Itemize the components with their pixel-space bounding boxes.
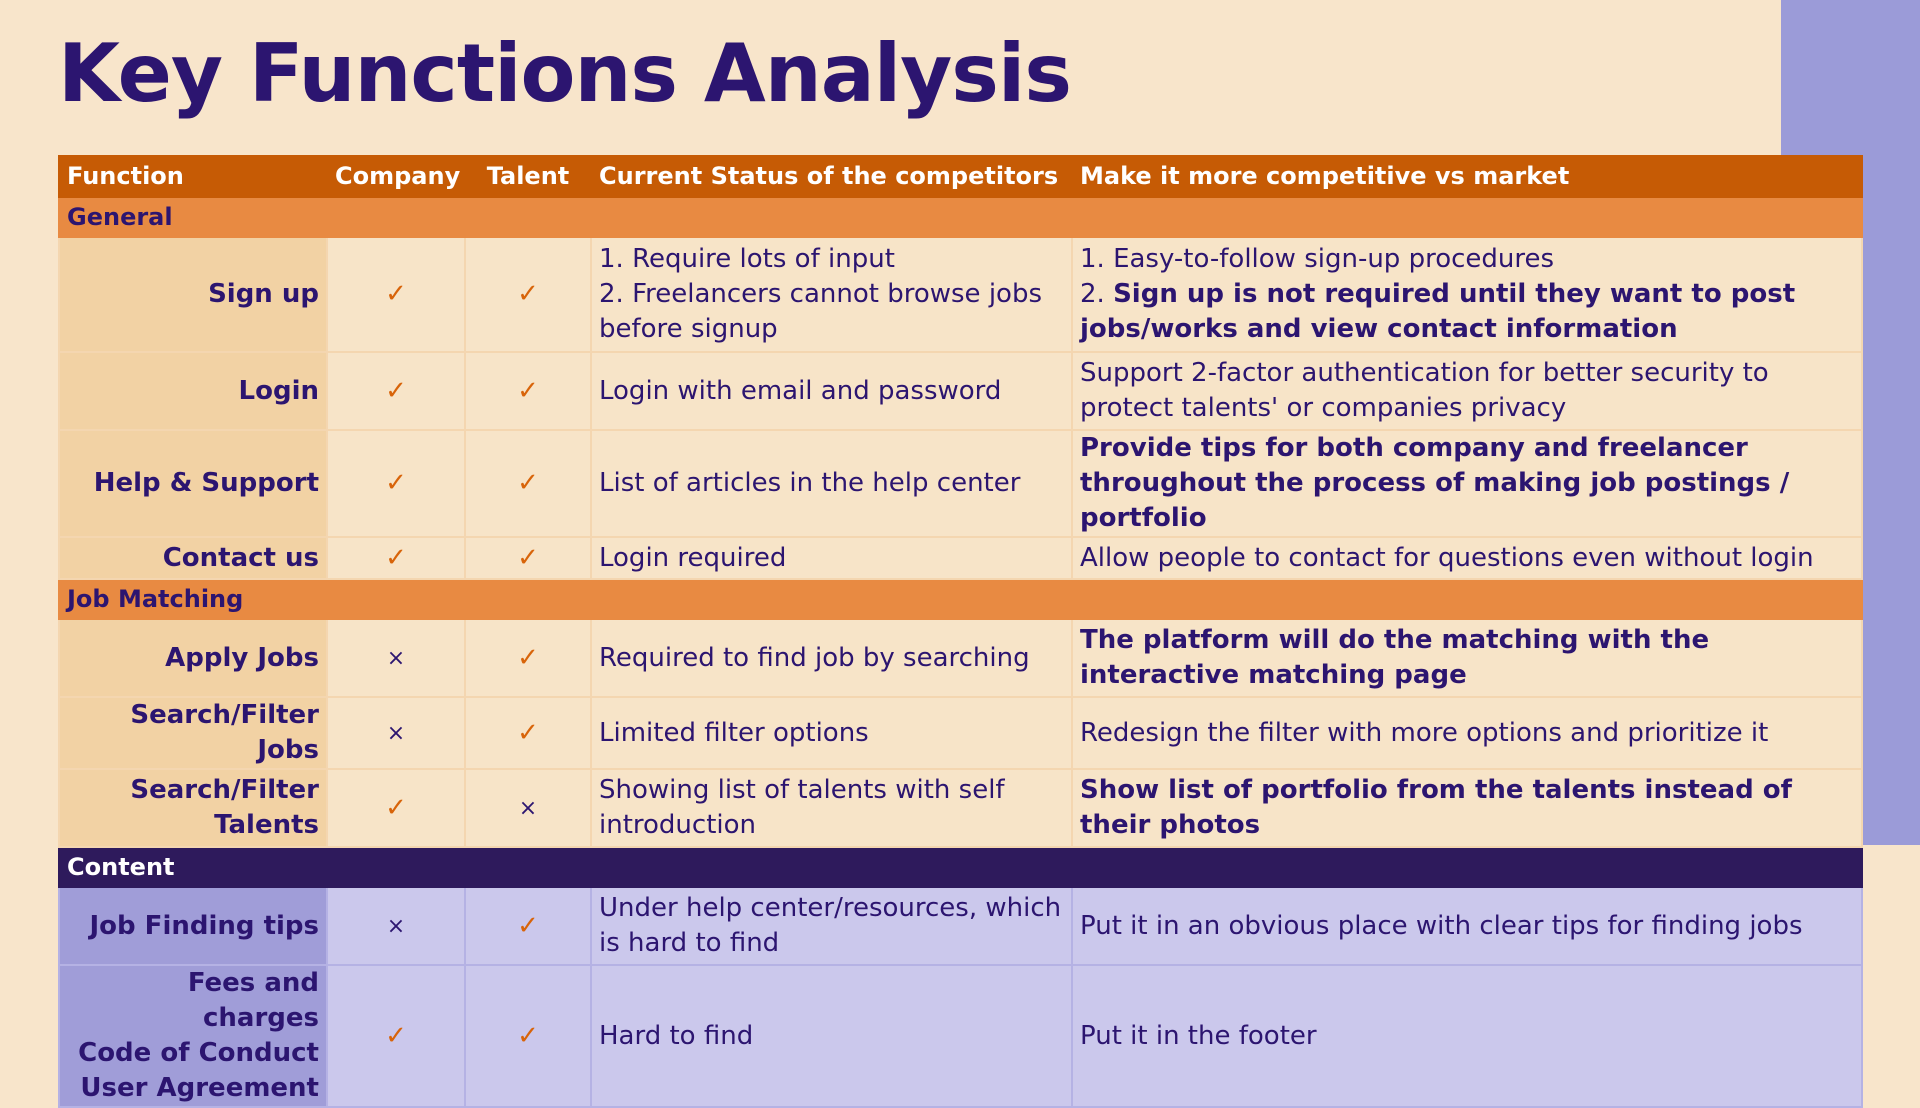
company-check-icon: ✓ [327, 965, 465, 1107]
section-row-general [59, 197, 1862, 237]
competitive-cell: Support 2-factor authentication for better security to protect talents' or companies privacy [1072, 352, 1862, 430]
section-label-content: Content [59, 847, 1862, 887]
company-cross-icon: × [327, 697, 465, 769]
header-function: Function [59, 156, 327, 197]
function-cell: Apply Jobs [59, 619, 327, 697]
function-line: Code of Conduct [78, 1038, 319, 1068]
function-cell: Contact us [59, 537, 327, 579]
function-cell: Job Finding tips [59, 887, 327, 965]
competitive-cell: Redesign the filter with more options and prioritize it [1072, 697, 1862, 769]
competitive-line: 2. Sign up is not required until they want to post jobs/works and view contact information [1080, 279, 1796, 344]
talent-cross-icon: × [465, 769, 591, 847]
table-row [59, 537, 1862, 579]
competitive-line: 1. Easy-to-follow sign-up procedures [1080, 244, 1555, 274]
function-cell: Search/Filter Jobs [59, 697, 327, 769]
status-cell [591, 237, 1072, 352]
function-cell: Login [59, 352, 327, 430]
table-row [59, 965, 1862, 1107]
competitive-cell: Provide tips for both company and freelancer throughout the process of making job postings / portfolio [1072, 430, 1862, 537]
status-cell: Login with email and password [591, 352, 1072, 430]
function-cell: Search/Filter Talents [59, 769, 327, 847]
status-cell: Under help center/resources, which is hard to find [591, 887, 1072, 965]
talent-check-icon: ✓ [465, 697, 591, 769]
function-cell [59, 965, 327, 1107]
header-current-status: Current Status of the competitors [591, 156, 1072, 197]
table-row [59, 430, 1862, 537]
header-competitive: Make it more competitive vs market [1072, 156, 1862, 197]
section-label-general: General [59, 197, 1862, 237]
table-row [59, 352, 1862, 430]
header-talent: Talent [465, 156, 591, 197]
talent-check-icon: ✓ [465, 237, 591, 352]
talent-check-icon: ✓ [465, 430, 591, 537]
status-cell: Showing list of talents with self introduction [591, 769, 1072, 847]
status-cell: Limited filter options [591, 697, 1072, 769]
status-cell: List of articles in the help center [591, 430, 1072, 537]
table-header-row [59, 156, 1862, 197]
function-cell: Sign up [59, 237, 327, 352]
company-cross-icon: × [327, 619, 465, 697]
page-title: Key Functions Analysis [58, 27, 1071, 120]
talent-check-icon: ✓ [465, 352, 591, 430]
competitive-cell [1072, 237, 1862, 352]
function-cell: Help & Support [59, 430, 327, 537]
status-cell: Hard to find [591, 965, 1072, 1107]
status-cell: Required to find job by searching [591, 619, 1072, 697]
table-row [59, 697, 1862, 769]
competitive-cell: The platform will do the matching with the interactive matching page [1072, 619, 1862, 697]
talent-check-icon: ✓ [465, 619, 591, 697]
table-row [59, 619, 1862, 697]
talent-check-icon: ✓ [465, 537, 591, 579]
section-row-job-matching [59, 579, 1862, 619]
table-row [59, 237, 1862, 352]
company-check-icon: ✓ [327, 430, 465, 537]
company-check-icon: ✓ [327, 352, 465, 430]
table-row [59, 769, 1862, 847]
company-cross-icon: × [327, 887, 465, 965]
competitive-cell: Allow people to contact for questions even without login [1072, 537, 1862, 579]
header-company: Company [327, 156, 465, 197]
competitive-cell: Put it in an obvious place with clear tips for finding jobs [1072, 887, 1862, 965]
section-row-content [59, 847, 1862, 887]
status-cell: Login required [591, 537, 1072, 579]
company-check-icon: ✓ [327, 769, 465, 847]
talent-check-icon: ✓ [465, 965, 591, 1107]
company-check-icon: ✓ [327, 537, 465, 579]
function-line: Fees and charges [187, 968, 319, 1033]
company-check-icon: ✓ [327, 237, 465, 352]
function-line: User Agreement [80, 1073, 319, 1103]
section-label-job-matching: Job Matching [59, 579, 1862, 619]
talent-check-icon: ✓ [465, 887, 591, 965]
competitive-cell: Put it in the footer [1072, 965, 1862, 1107]
status-line: 2. Freelancers cannot browse jobs before signup [599, 279, 1043, 344]
key-functions-table [58, 155, 1863, 1108]
competitive-cell: Show list of portfolio from the talents instead of their photos [1072, 769, 1862, 847]
table-row [59, 887, 1862, 965]
status-line: 1. Require lots of input [599, 244, 895, 274]
